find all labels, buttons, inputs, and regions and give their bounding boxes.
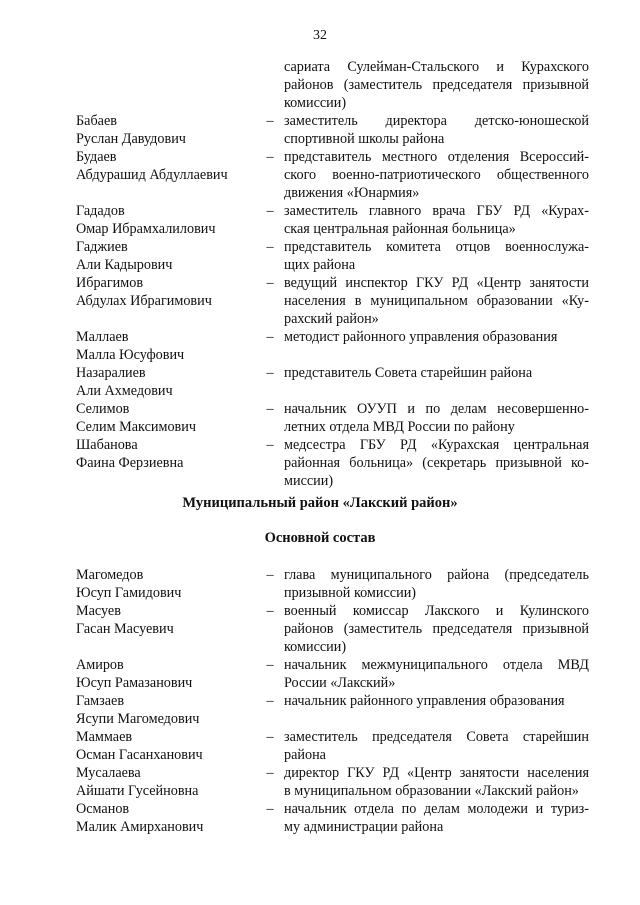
member-position-line: глава муниципального района (председатель (284, 567, 589, 583)
member-position-line: начальник отдела по делам молодежи и туриз- (284, 801, 589, 817)
member-row (0, 728, 640, 764)
member-name (76, 112, 266, 148)
member-row (0, 566, 640, 602)
member-name-line: Айшати Гусейновна (76, 783, 199, 799)
member-position-line: населения в муниципальном образовании «Ку- (284, 293, 589, 309)
member-name (76, 692, 266, 728)
dash-separator: – (266, 693, 274, 709)
member-position (284, 112, 589, 148)
member-row (0, 112, 640, 148)
dash-separator: – (266, 401, 274, 417)
dash-separator: – (266, 765, 274, 781)
member-name-line: Гасан Масуевич (76, 621, 174, 637)
member-row (0, 800, 640, 836)
member-position-line: районная больница» (секретарь призывной ко- (284, 455, 589, 471)
dash-separator: – (266, 657, 274, 673)
member-position (284, 148, 589, 202)
member-name-line: Малик Амирханович (76, 819, 204, 835)
member-position-line: района (284, 747, 326, 763)
member-name-line: Али Кадырович (76, 257, 173, 273)
member-name (76, 328, 266, 364)
member-name-line: Ясупи Магомедович (76, 711, 200, 727)
member-position-line: щих района (284, 257, 356, 273)
dash-separator: – (266, 437, 274, 453)
member-row (0, 328, 640, 364)
dash-separator: – (266, 329, 274, 345)
member-name (76, 436, 266, 472)
member-position (284, 436, 589, 490)
member-name-line: Гаджиев (76, 239, 128, 255)
member-row (0, 602, 640, 656)
member-row (0, 692, 640, 728)
member-name (76, 800, 266, 836)
member-position-line: медсестра ГБУ РД «Курахская центральная (284, 437, 589, 453)
continuation-line: сариата Сулейман-Стальского и Курахского (284, 59, 589, 75)
member-name-line: Али Ахмедович (76, 383, 173, 399)
member-position-line: в муниципальном образовании «Лакский район» (284, 783, 579, 799)
member-position (284, 692, 589, 710)
member-row (0, 400, 640, 436)
member-name-line: Селим Максимович (76, 419, 196, 435)
member-position (284, 656, 589, 692)
dash-separator: – (266, 149, 274, 165)
member-position (284, 400, 589, 436)
member-name-line: Абдурашид Абдуллаевич (76, 167, 228, 183)
member-row (0, 364, 640, 400)
member-position (284, 566, 589, 602)
member-name-line: Будаев (76, 149, 117, 165)
member-position-line: представитель местного отделения Всероссий- (284, 149, 589, 165)
member-position-line: начальник ОУУП и по делам несовершенно- (284, 401, 589, 417)
member-name-line: Юсуп Гамидович (76, 585, 182, 601)
member-position (284, 238, 589, 274)
member-position (284, 800, 589, 836)
member-position (284, 328, 589, 346)
member-name (76, 202, 266, 238)
member-name-line: Юсуп Рамазанович (76, 675, 193, 691)
member-position-line: представитель комитета отцов военнослужа- (284, 239, 589, 255)
page-number: 32 (313, 28, 327, 43)
member-name-line: Руслан Давудович (76, 131, 186, 147)
member-name (76, 274, 266, 310)
member-row (0, 656, 640, 692)
member-name-line: Магомедов (76, 567, 144, 583)
dash-separator: – (266, 239, 274, 255)
member-name (76, 364, 266, 400)
member-name (76, 728, 266, 764)
member-position-line: методист районного управления образования (284, 329, 558, 345)
member-name-line: Маммаев (76, 729, 133, 745)
member-row (0, 148, 640, 202)
member-name-line: Абдулах Ибрагимович (76, 293, 212, 309)
member-name (76, 764, 266, 800)
member-name-line: Мусалаева (76, 765, 141, 781)
member-name-line: Малла Юсуфович (76, 347, 185, 363)
member-row (0, 274, 640, 328)
member-name-line: Омар Ибрамхалилович (76, 221, 216, 237)
member-name-line: Масуев (76, 603, 121, 619)
member-position-line: комиссии) (284, 639, 347, 655)
member-position-line: летних отдела МВД России по району (284, 419, 515, 435)
member-row (0, 202, 640, 238)
member-position-line: му администрации района (284, 819, 444, 835)
member-position-line: военный комиссар Лакского и Кулинского (284, 603, 589, 619)
member-position (284, 202, 589, 238)
member-name-line: Османов (76, 801, 130, 817)
member-position-line: ского военно-патриотического общественного (284, 167, 589, 183)
member-position-line: заместитель председателя Совета старейшин (284, 729, 589, 745)
member-name-line: Селимов (76, 401, 130, 417)
dash-separator: – (266, 567, 274, 583)
member-position-line: призывной комиссии) (284, 585, 417, 601)
member-name-line: Назаралиев (76, 365, 146, 381)
continuation-line: комиссии) (284, 95, 347, 111)
member-row (0, 436, 640, 490)
subsection-title: Основной состав (264, 530, 376, 546)
member-row (0, 764, 640, 800)
member-name-line: Ибрагимов (76, 275, 144, 291)
member-position (284, 274, 589, 328)
dash-separator: – (266, 113, 274, 129)
member-name-line: Фаина Ферзиевна (76, 455, 184, 471)
member-name (76, 602, 266, 638)
member-position-line: России «Лакский» (284, 675, 396, 691)
member-name (76, 238, 266, 274)
member-position-line: районов (заместитель председателя призывной (284, 621, 589, 637)
member-position-line: начальник районного управления образования (284, 693, 565, 709)
member-position-line: ская центральная районная больница» (284, 221, 516, 237)
member-position-line: ведущий инспектор ГКУ РД «Центр занятости (284, 275, 589, 291)
member-position-line: спортивной школы района (284, 131, 445, 147)
dash-separator: – (266, 365, 274, 381)
member-name-line: Маллаев (76, 329, 129, 345)
member-position-line: рахский район» (284, 311, 379, 327)
dash-separator: – (266, 275, 274, 291)
member-name (76, 148, 266, 184)
member-position-line: начальник межмуниципального отдела МВД (284, 657, 589, 673)
dash-separator: – (266, 801, 274, 817)
dash-separator: – (266, 729, 274, 745)
member-position (284, 764, 589, 800)
continuation-text (284, 58, 589, 112)
member-position-line: директор ГКУ РД «Центр занятости населения (284, 765, 589, 781)
member-name-line: Бабаев (76, 113, 117, 129)
member-position-line: представитель Совета старейшин района (284, 365, 533, 381)
member-position (284, 728, 589, 764)
member-position-line: заместитель главного врача ГБУ РД «Курах- (284, 203, 589, 219)
member-name-line: Амиров (76, 657, 124, 673)
member-name-line: Гамзаев (76, 693, 125, 709)
member-row (0, 238, 640, 274)
member-name (76, 566, 266, 602)
member-position-line: заместитель директора детско-юношеской (284, 113, 589, 129)
member-name-line: Гададов (76, 203, 125, 219)
member-name-line: Осман Гасанханович (76, 747, 203, 763)
member-name (76, 400, 266, 436)
section-title: Муниципальный район «Лакский район» (182, 495, 458, 511)
continuation-line: районов (заместитель председателя призывной (284, 77, 589, 93)
dash-separator: – (266, 603, 274, 619)
member-position-line: движения «Юнармия» (284, 185, 420, 201)
member-position (284, 602, 589, 656)
member-name-line: Шабанова (76, 437, 138, 453)
member-name (76, 656, 266, 692)
member-position (284, 364, 589, 382)
member-position-line: миссии) (284, 473, 334, 489)
dash-separator: – (266, 203, 274, 219)
